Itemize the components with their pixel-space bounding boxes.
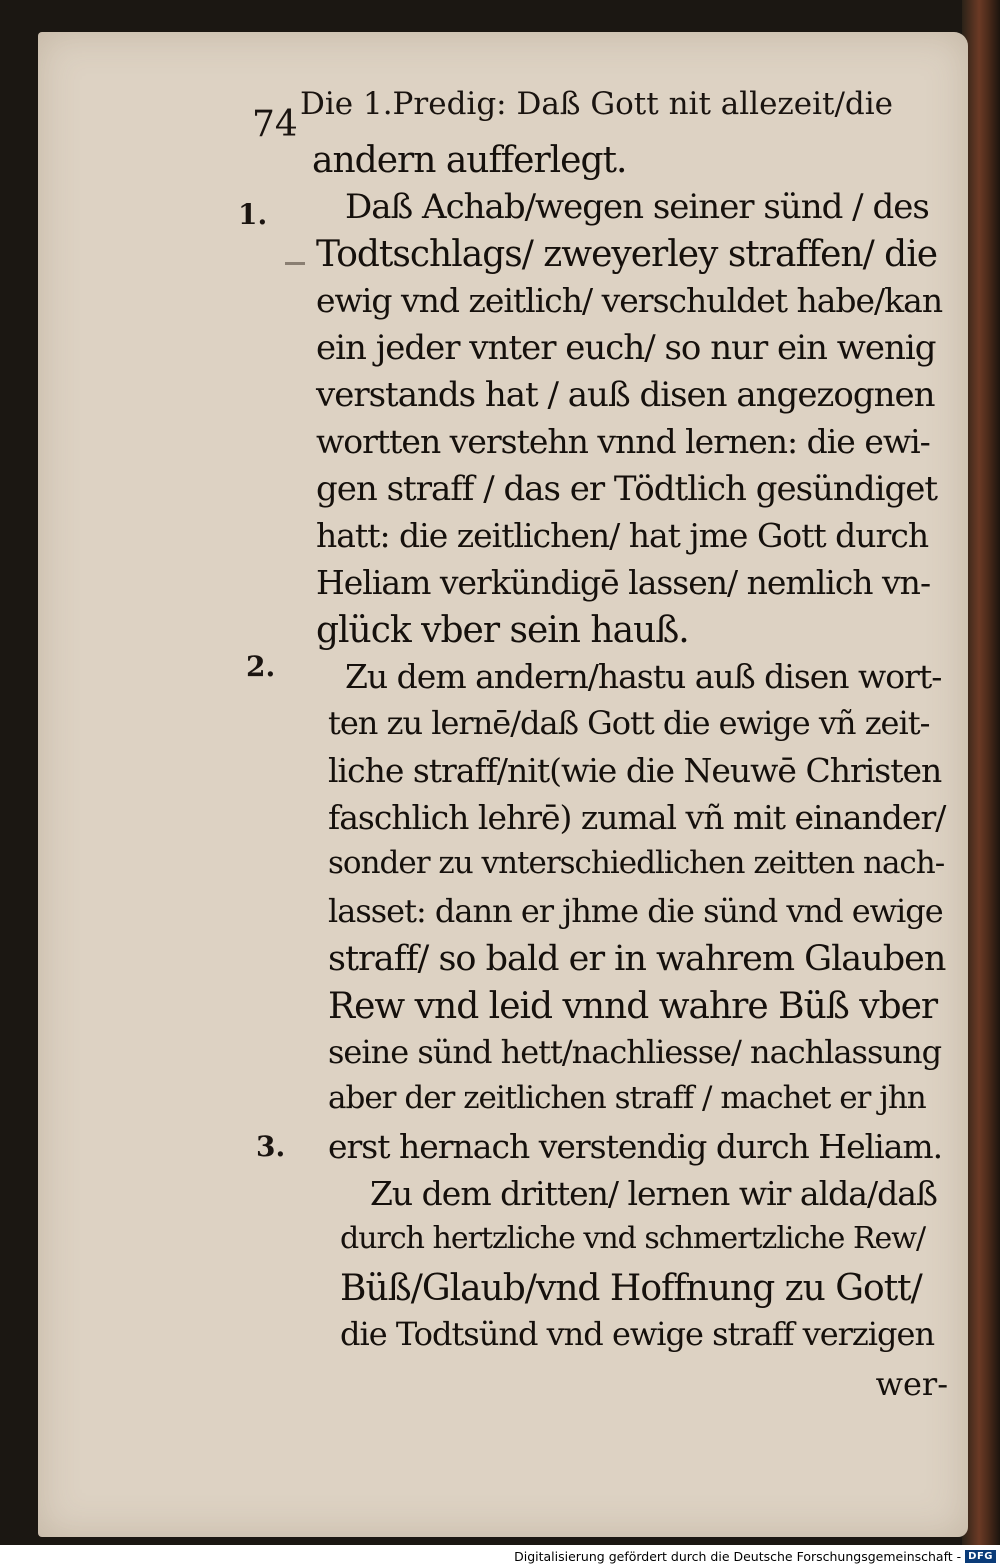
text-line: lasset: dann er jhme die sünd vnd ewige bbox=[328, 892, 943, 930]
text-line: durch hertzliche vnd schmertzliche Rew/ bbox=[340, 1221, 926, 1256]
footer-credit: Digitalisierung gefördert durch die Deutsche Forschungsgemeinschaft - bbox=[514, 1548, 962, 1564]
text-line: Rew vnd leid vnnd wahre Büß vber bbox=[328, 986, 938, 1027]
text-line: Heliam verkündigē lassen/ nemlich vn- bbox=[316, 563, 931, 602]
catchword: wer- bbox=[875, 1365, 948, 1403]
running-title: Die 1.Predig: Daß Gott nit allezeit/die bbox=[300, 86, 894, 122]
text-line: gen straff / das er Tödtlich gesündiget bbox=[316, 469, 938, 509]
text-line: aber der zeitlichen straff / machet er jhn bbox=[328, 1080, 926, 1116]
text-line: ewig vnd zeitlich/ verschuldet habe/kan bbox=[316, 281, 943, 320]
text-line: ten zu lernē/daß Gott die ewige vñ zeit- bbox=[328, 704, 930, 742]
text-line: wortten verstehn vnnd lernen: die ewi- bbox=[316, 422, 930, 461]
text-line: Todtschlags/ zweyerley straffen/ die bbox=[316, 234, 938, 275]
text-line: Zu dem dritten/ lernen wir alda/daß bbox=[370, 1174, 937, 1213]
dfg-logo: DFG bbox=[965, 1550, 996, 1563]
margin-number: 2. bbox=[246, 650, 276, 683]
text-line: sonder zu vnterschiedlichen zeitten nach- bbox=[328, 845, 945, 881]
text-line: Daß Achab/wegen seiner sünd / des bbox=[345, 187, 929, 227]
text-line: ein jeder vnter euch/ so nur ein wenig bbox=[316, 328, 936, 368]
text-line: liche straff/nit(wie die Neuwē Christen bbox=[328, 751, 942, 790]
margin-number: 3. bbox=[256, 1130, 286, 1163]
text-line: faschlich lehrē) zumal vñ mit einander/ bbox=[328, 798, 946, 837]
text-line: Zu dem andern/hastu auß disen wort- bbox=[345, 657, 942, 696]
margin-mark bbox=[285, 262, 305, 265]
text-line: glück vber sein hauß. bbox=[316, 610, 689, 651]
text-line: hatt: die zeitlichen/ hat jme Gott durch bbox=[316, 516, 929, 555]
text-line: die Todtsünd vnd ewige straff verzigen bbox=[340, 1315, 935, 1353]
text-line: straff/ so bald er in wahrem Glauben bbox=[328, 939, 946, 979]
text-line: verstands hat / auß disen angezognen bbox=[316, 375, 935, 415]
text-line: erst hernach verstendig durch Heliam. bbox=[328, 1127, 943, 1166]
text-line: seine sünd hett/nachliesse/ nachlassung bbox=[328, 1033, 942, 1071]
page-number: 74 bbox=[252, 104, 298, 145]
margin-number: 1. bbox=[238, 198, 268, 231]
text-line: andern aufferlegt. bbox=[312, 140, 627, 181]
footer-bar bbox=[0, 1545, 1000, 1567]
text-line: Büß/Glaub/vnd Hoffnung zu Gott/ bbox=[340, 1268, 922, 1309]
